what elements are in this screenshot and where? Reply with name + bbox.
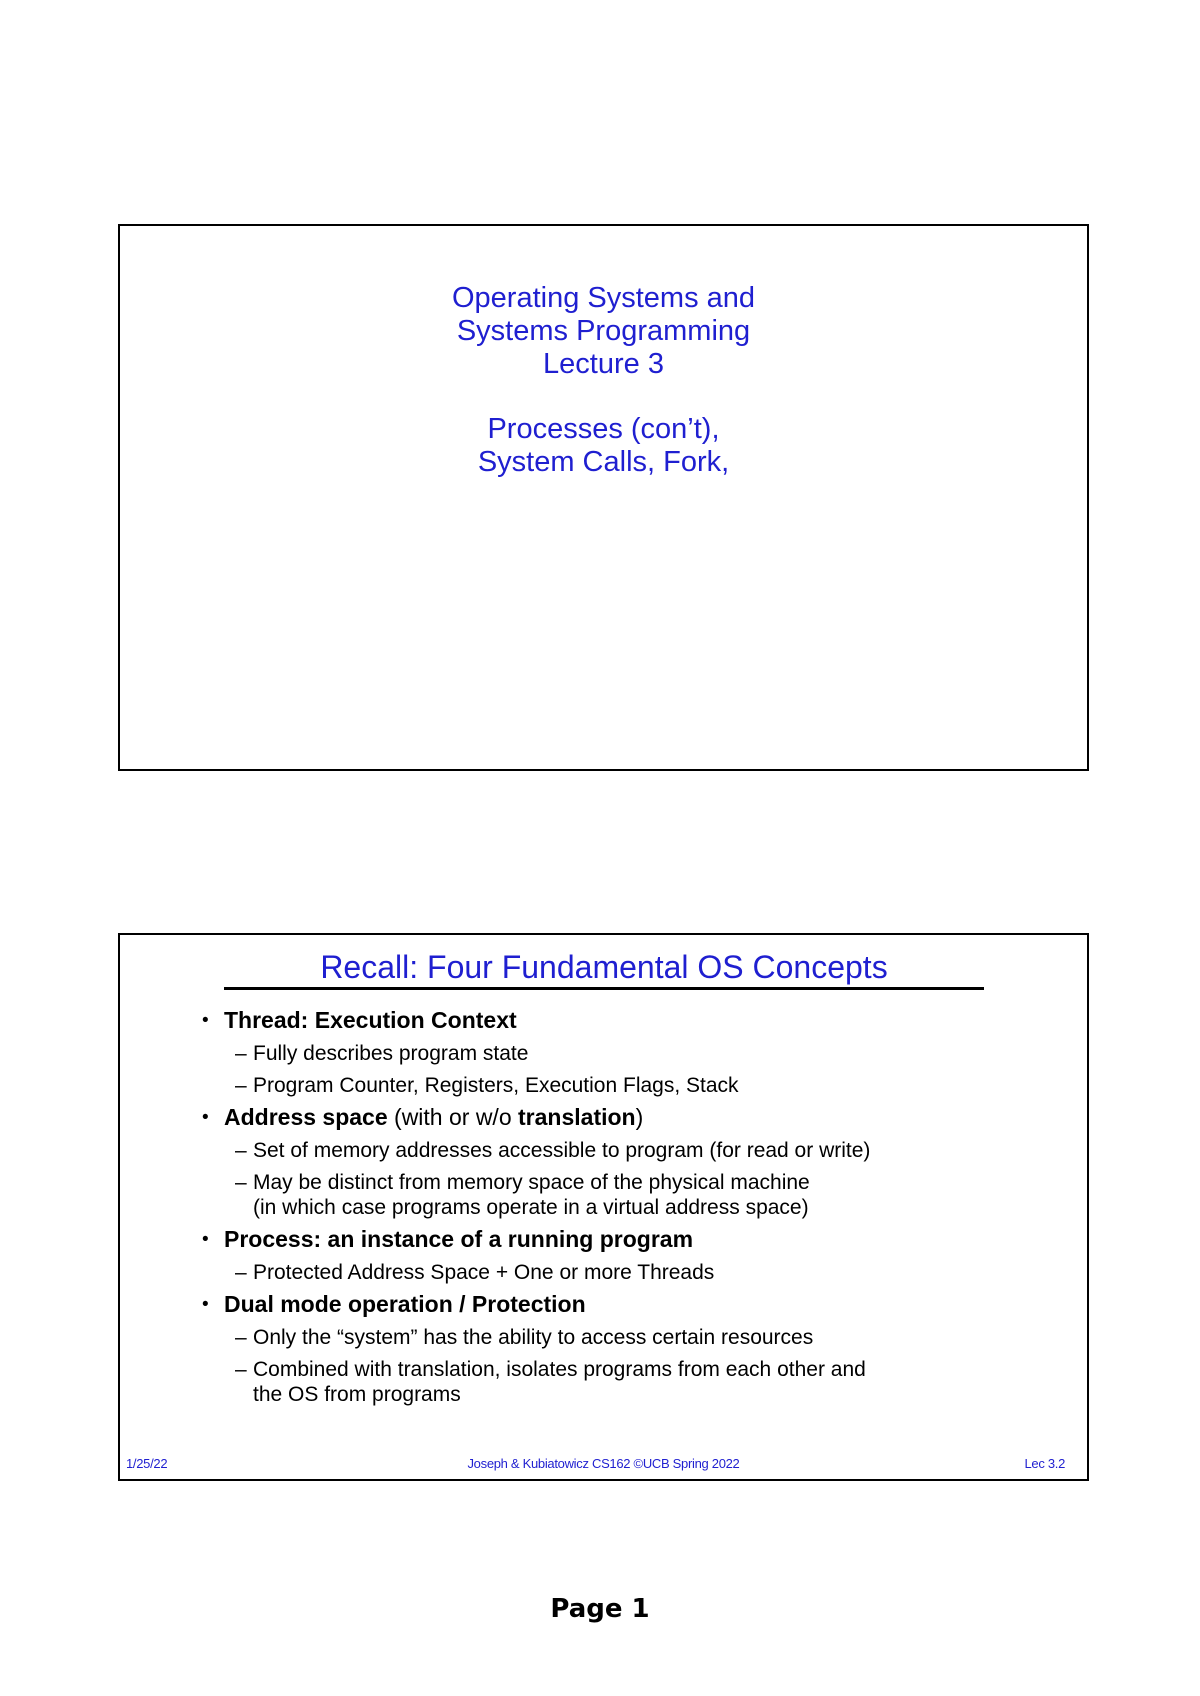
bullet-text: Address space xyxy=(224,1104,388,1130)
sub-bullet-text: Fully describes program state xyxy=(253,1042,529,1065)
bullet-item xyxy=(202,1104,1062,1131)
subtitle-line: System Calls, Fork, xyxy=(477,446,730,478)
bullet-text: Dual mode operation / Protection xyxy=(224,1291,586,1317)
bullet-text: translation xyxy=(518,1104,636,1130)
sub-bullet-marker: – xyxy=(235,1042,247,1065)
bullet-marker: • xyxy=(202,1294,209,1315)
bullet-marker: • xyxy=(202,1107,209,1128)
title-line: Operating Systems and xyxy=(451,282,756,314)
concepts-slide xyxy=(118,933,1089,1481)
title-slide xyxy=(118,224,1089,771)
bullet-item xyxy=(202,1007,1062,1034)
bullet-item xyxy=(202,1291,1062,1318)
heading-divider xyxy=(224,987,984,990)
sub-bullet-text: Program Counter, Registers, Execution Flags, Stack xyxy=(253,1074,739,1097)
sub-bullet-marker: – xyxy=(235,1358,247,1381)
title-block xyxy=(120,282,1087,479)
bullet-text: ) xyxy=(635,1104,644,1130)
footer-lecture: Lec 3.2 xyxy=(1024,1456,1065,1471)
sub-bullet-marker: – xyxy=(235,1074,247,1097)
sub-bullet-marker: – xyxy=(235,1326,247,1349)
sub-bullet-text: Protected Address Space + One or more Threads xyxy=(253,1261,715,1284)
bullet-marker: • xyxy=(202,1010,209,1031)
sub-bullet-marker: – xyxy=(235,1139,247,1162)
sub-bullet-marker: – xyxy=(235,1171,247,1194)
page-number: Page 1 xyxy=(550,1594,650,1624)
sub-bullet-item xyxy=(202,1260,1062,1285)
sub-bullet-item xyxy=(202,1170,1062,1220)
bullet-list xyxy=(202,1001,1062,1407)
slide-heading: Recall: Four Fundamental OS Concepts xyxy=(320,949,888,985)
footer-date: 1/25/22 xyxy=(126,1456,168,1471)
sub-bullet-text: (in which case programs operate in a virtual address space) xyxy=(253,1196,809,1219)
title-line: Lecture 3 xyxy=(543,348,664,380)
sub-bullet-item xyxy=(202,1138,1062,1163)
sub-bullet-item xyxy=(202,1325,1062,1350)
sub-bullet-item xyxy=(202,1041,1062,1066)
sub-bullet-item xyxy=(202,1073,1062,1098)
bullet-marker: • xyxy=(202,1229,209,1250)
sub-bullet-text: Only the “system” has the ability to access certain resources xyxy=(253,1326,814,1349)
sub-bullet-item xyxy=(202,1357,1062,1407)
sub-bullet-text: Combined with translation, isolates programs from each other and xyxy=(253,1358,866,1381)
sub-bullet-text: the OS from programs xyxy=(253,1383,461,1406)
bullet-text: Thread: Execution Context xyxy=(224,1007,517,1033)
footer-course: Joseph & Kubiatowicz CS162 ©UCB Spring 2022 xyxy=(467,1456,740,1471)
subtitle-line: Processes (con’t), xyxy=(487,413,720,445)
bullet-item xyxy=(202,1226,1062,1253)
bullet-text: (with or w/o xyxy=(387,1104,519,1130)
sub-bullet-text: Set of memory addresses accessible to program (for read or write) xyxy=(253,1139,871,1162)
sub-bullet-marker: – xyxy=(235,1261,247,1284)
bullet-text: Process: an instance of a running program xyxy=(224,1226,694,1252)
title-line: Systems Programming xyxy=(456,315,751,347)
sub-bullet-text: May be distinct from memory space of the physical machine xyxy=(253,1171,810,1194)
